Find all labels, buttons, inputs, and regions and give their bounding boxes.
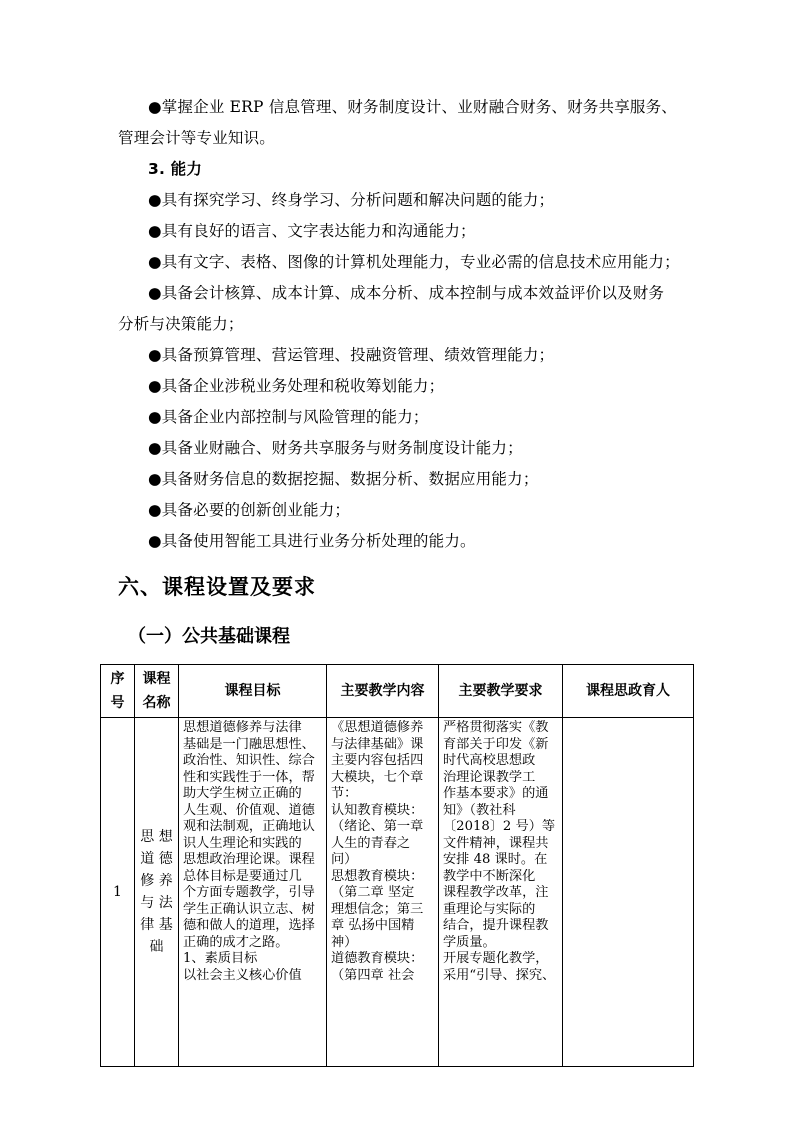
section-title: 六、课程设置及要求 — [118, 575, 316, 599]
content-line: 人生的青春之 — [331, 835, 411, 851]
requirement-line: 安排 48 课时。在 — [443, 852, 548, 867]
goal-line: 识人生理论和实践的 — [183, 835, 302, 851]
paragraph-ability-4: ●具备会计核算、成本计算、成本分析、成本控制与成本效益评价以及财务 — [148, 284, 665, 302]
goal-line: 正确的成才之路。 — [183, 934, 289, 950]
requirement-line: 时代高校思想政 — [443, 753, 536, 768]
requirement-line: 知》（教社科 — [443, 802, 516, 818]
requirement-line: 重理论与实际的 — [443, 901, 536, 917]
header-seq-line2: 号 — [110, 695, 125, 711]
requirement-line: 文件精神，课程共 — [443, 835, 549, 851]
row-seq: 1 — [101, 718, 135, 1067]
header-name-line2: 名称 — [142, 695, 171, 711]
goal-text — [179, 718, 326, 984]
requirement-line: 开展专题化教学， — [443, 951, 549, 966]
content-line: 神） — [331, 934, 358, 950]
goal-line: 思想道德修养与法律 — [183, 720, 302, 735]
row-ideology — [563, 718, 694, 1067]
requirement-text — [439, 718, 562, 984]
content-line: 章 弘扬中国精 — [331, 918, 415, 933]
content-line: 主要内容包括四 — [331, 753, 424, 768]
requirement-line: 治理论课教学工 — [443, 769, 536, 785]
content-line: （第二章 坚定 — [331, 885, 415, 900]
content-line: 问） — [331, 852, 358, 867]
header-seq-line1: 序 — [110, 671, 125, 687]
content-line: 认知教育模块： — [331, 802, 424, 818]
content-line: 道德教育模块： — [331, 951, 424, 966]
requirement-line: 课程教学改革，注 — [443, 885, 549, 900]
header-course-goal: 课程目标 — [179, 665, 327, 718]
content-line: （第四章 社会 — [331, 967, 415, 983]
goal-line: 性和实践性于一体，帮 — [183, 769, 315, 785]
course-name-line: 律 基 — [140, 917, 173, 933]
paragraph-ability-4-cont: 分析与决策能力； — [118, 315, 244, 333]
paragraph-ability-9: ●具备财务信息的数据挖掘、数据分析、数据应用能力； — [148, 470, 539, 488]
header-course-name — [135, 665, 179, 718]
paragraph-ability-6: ●具备企业涉税业务处理和税收筹划能力； — [148, 377, 445, 395]
paragraph-ability-10: ●具备必要的创新创业能力； — [148, 501, 351, 519]
row-teaching-content — [327, 718, 439, 1067]
content-line: 节： — [331, 786, 358, 801]
row-teaching-requirement — [439, 718, 563, 1067]
content-line: （绪论、第一章 — [331, 819, 424, 834]
course-name-line: 础 — [149, 939, 164, 955]
goal-line: 助大学生树立正确的 — [183, 786, 302, 801]
row-course-goal — [179, 718, 327, 1067]
paragraph-knowledge-erp-cont: 管理会计等专业知识。 — [118, 129, 276, 147]
goal-line: 以社会主义核心价值 — [183, 967, 302, 983]
course-name-line: 思 想 — [140, 829, 173, 845]
requirement-line: 结合，提升课程教 — [443, 918, 549, 933]
subsection-title: （一）公共基础课程 — [128, 626, 290, 647]
course-name-line: 修 养 — [140, 873, 173, 889]
goal-line: 总体目标是要通过几 — [183, 868, 302, 884]
requirement-line: 采用“引导、探究、 — [443, 967, 556, 983]
header-name-line1: 课程 — [142, 671, 171, 687]
paragraph-ability-8: ●具备业财融合、财务共享服务与财务制度设计能力； — [148, 439, 523, 457]
requirement-line: 教学中不断深化 — [443, 868, 536, 884]
paragraph-ability-2: ●具有良好的语言、文字表达能力和沟通能力； — [148, 222, 476, 240]
goal-line: 个方面专题教学，引导 — [183, 885, 315, 900]
content-line: 思想教育模块： — [331, 868, 424, 884]
content-line: 理想信念；第三 — [331, 901, 424, 917]
goal-line: 思想政治理论课。课程 — [183, 852, 315, 867]
goal-line: 观和法制观，正确地认 — [183, 819, 315, 834]
requirement-line: 学质量。 — [443, 934, 496, 950]
requirement-line: 〔2018〕2 号）等 — [443, 819, 556, 834]
row-course-name — [135, 718, 179, 1067]
requirement-line: 育部关于印发《新 — [443, 736, 549, 752]
table-row — [101, 718, 694, 1067]
paragraph-ability-7: ●具备企业内部控制与风险管理的能力； — [148, 408, 429, 426]
requirement-line: 作基本要求》的通 — [443, 786, 549, 801]
goal-line: 人生观、价值观、道德 — [183, 802, 315, 818]
content-text — [327, 718, 438, 984]
requirement-line: 严格贯彻落实《教 — [443, 720, 549, 735]
goal-line: 基础是一门融思想性、 — [183, 736, 315, 752]
header-seq — [101, 665, 135, 718]
course-name-line: 与 法 — [140, 895, 173, 911]
paragraph-ability-5: ●具备预算管理、营运管理、投融资管理、绩效管理能力； — [148, 346, 555, 364]
header-teaching-requirement: 主要教学要求 — [439, 665, 563, 718]
paragraph-knowledge-erp: ●掌握企业 ERP 信息管理、财务制度设计、业财融合财务、财务共享服务、 — [148, 98, 677, 116]
content-line: 《思想道德修养 — [331, 720, 424, 735]
goal-line: 政治性、知识性、综合 — [183, 753, 315, 768]
content-line: 与法律基础》课 — [331, 736, 424, 752]
table-header-row — [101, 665, 694, 718]
goal-line: 1、素质目标 — [183, 951, 258, 966]
header-teaching-content: 主要教学内容 — [327, 665, 439, 718]
paragraph-ability-1: ●具有探究学习、终身学习、分析问题和解决问题的能力； — [148, 191, 555, 209]
paragraph-ability-3: ●具有文字、表格、图像的计算机处理能力，专业必需的信息技术应用能力； — [148, 253, 680, 271]
course-table — [100, 664, 694, 1067]
course-name-line: 道 德 — [140, 851, 173, 867]
goal-line: 学生正确认识立志、树 — [183, 901, 315, 917]
paragraph-ability-11: ●具备使用智能工具进行业务分析处理的能力。 — [148, 532, 476, 550]
goal-line: 德和做人的道理，选择 — [183, 918, 315, 933]
heading-ability: 3. 能力 — [148, 160, 203, 178]
header-ideology: 课程思政育人 — [563, 665, 694, 718]
content-line: 大模块，七个章 — [331, 769, 424, 785]
